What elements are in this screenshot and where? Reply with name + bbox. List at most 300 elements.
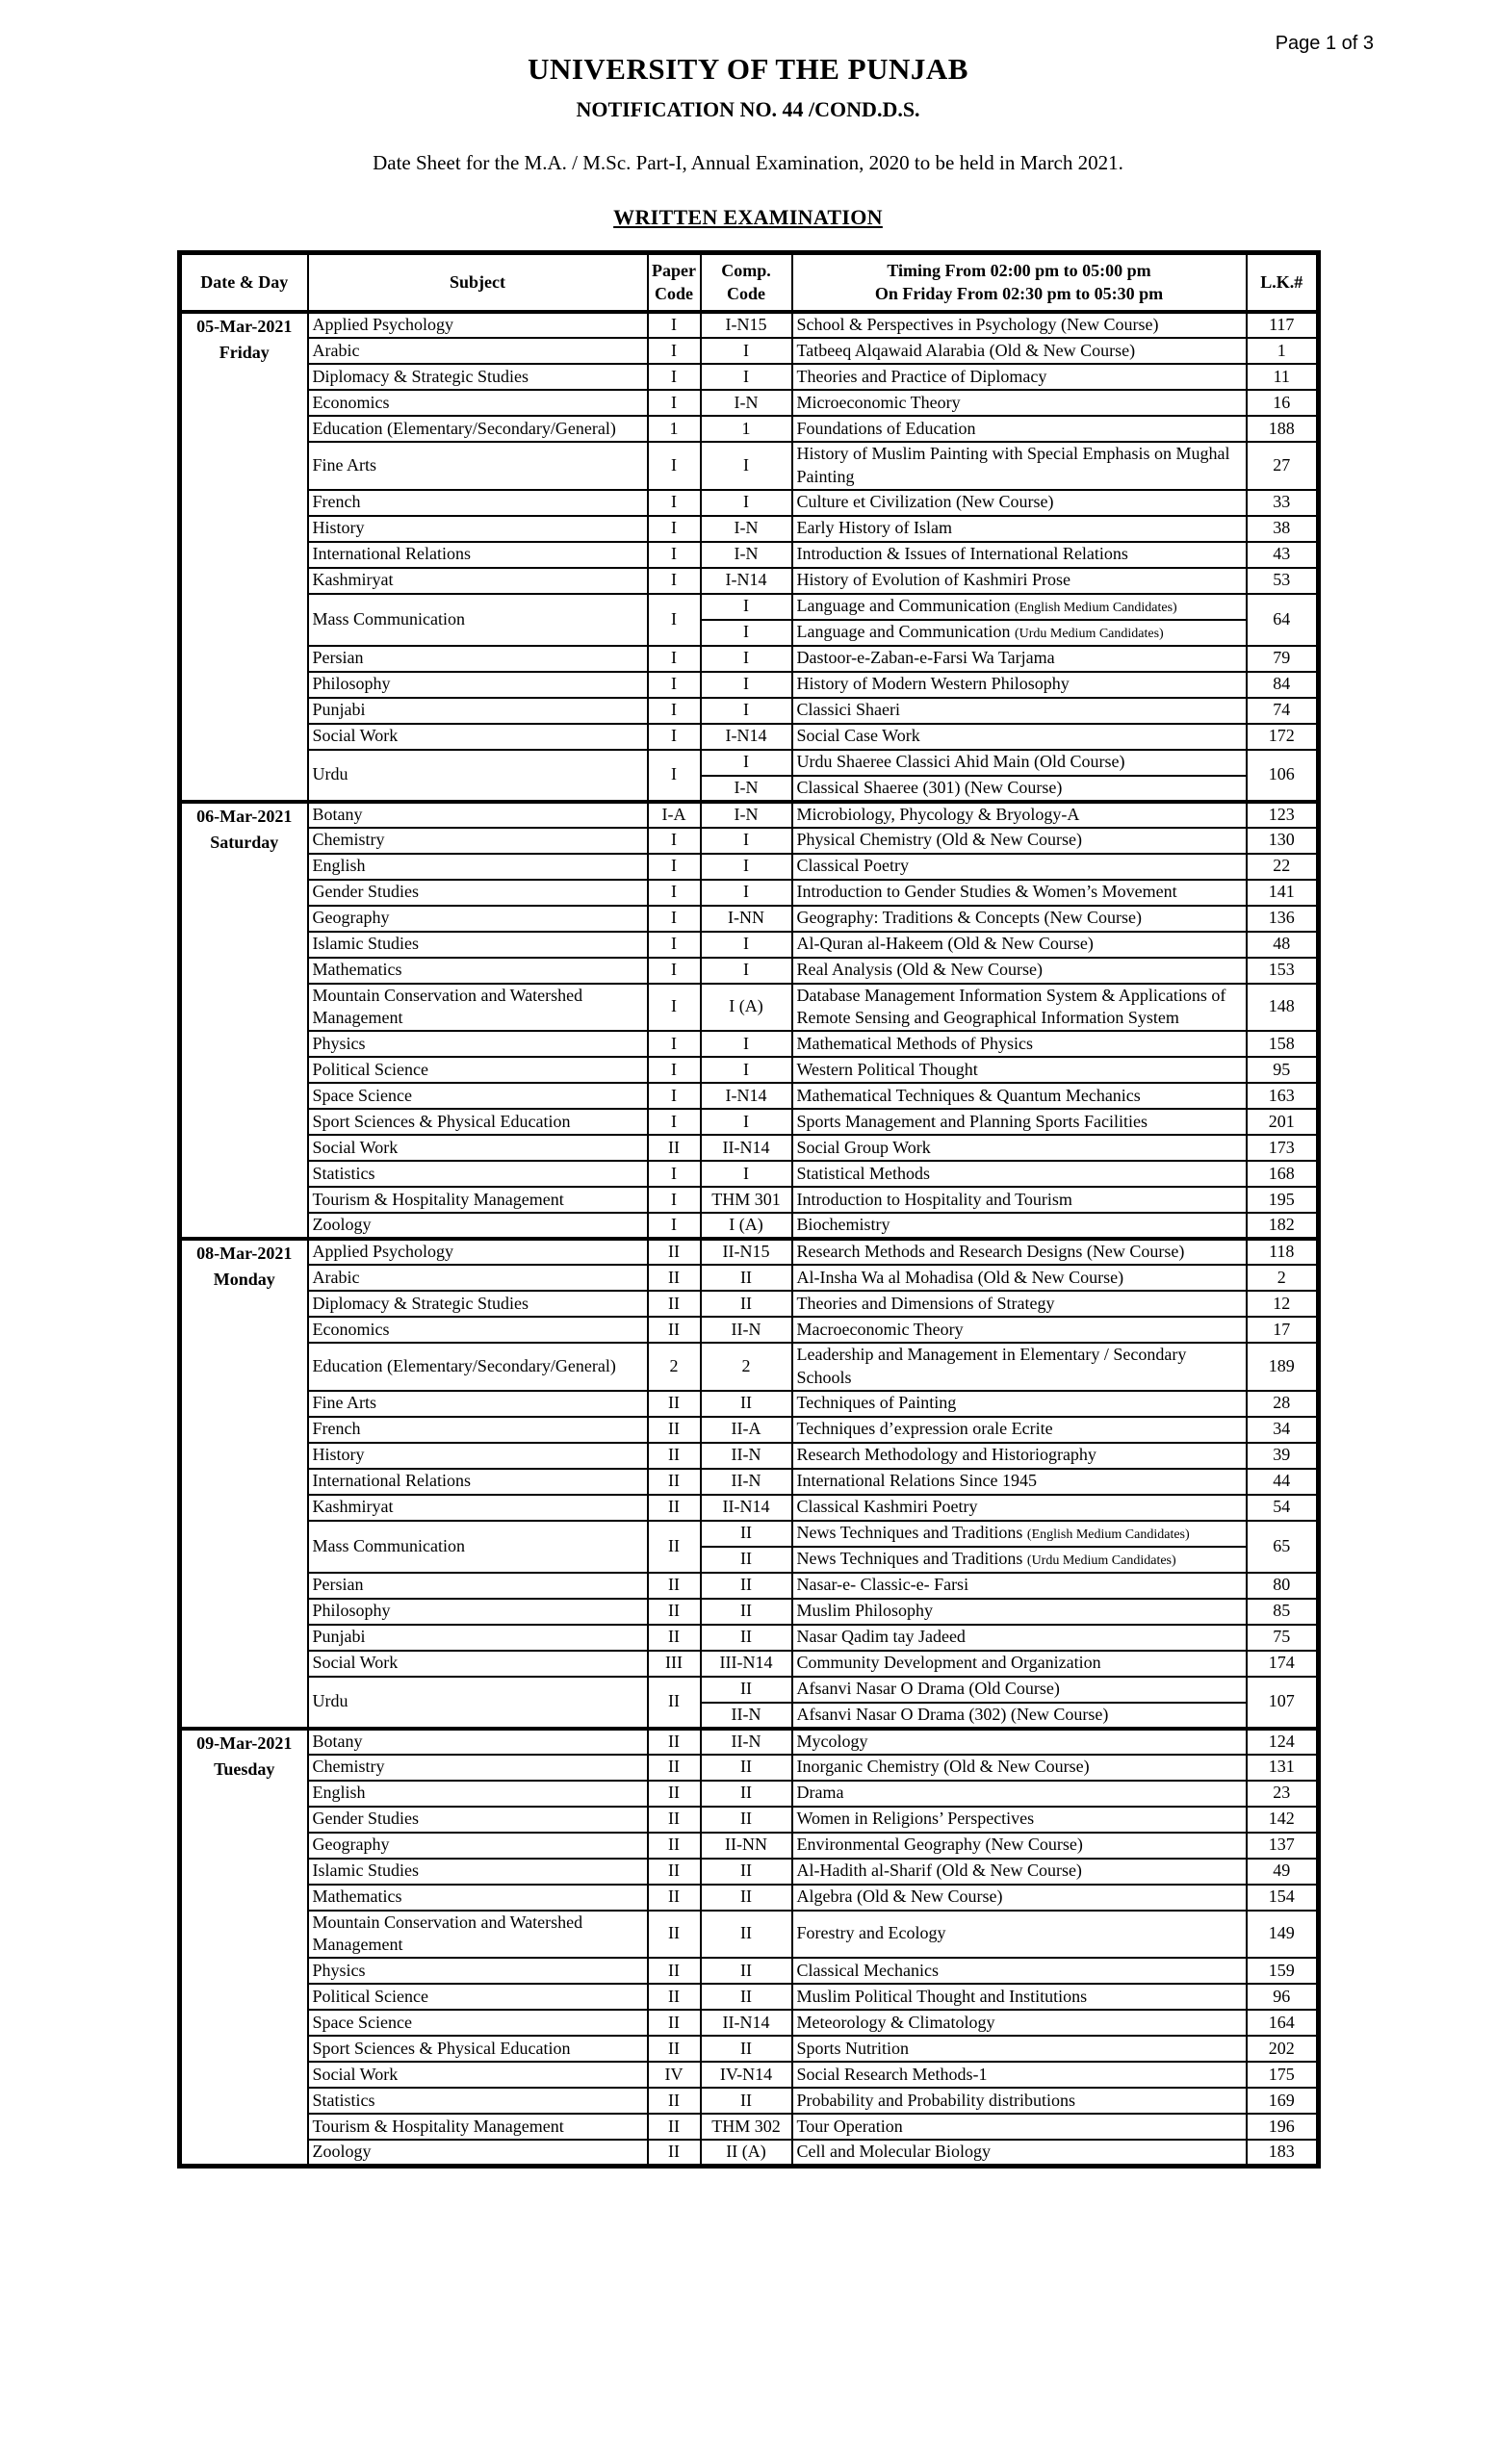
comp-code-cell: II-N [701, 1443, 792, 1469]
course-title: Classical Shaeree (301) (New Course) [796, 777, 1063, 797]
comp-code-cell: II-N14 [701, 1495, 792, 1521]
subject-row [180, 1651, 1319, 1677]
subject-row [180, 1109, 1319, 1135]
subject-row [180, 1343, 1319, 1391]
comp-code-cell: II [701, 1807, 792, 1833]
course-title-cell [792, 958, 1247, 984]
lk-number-cell: 44 [1247, 1469, 1319, 1495]
subject-row [180, 1625, 1319, 1651]
subject-cell: Mathematics [308, 1885, 648, 1911]
subject-row [180, 312, 1319, 338]
group-day: Saturday [210, 832, 279, 852]
course-title-cell [792, 1781, 1247, 1807]
lk-number-cell: 34 [1247, 1417, 1319, 1443]
comp-code-cell: I [701, 364, 792, 390]
course-title-cell [792, 854, 1247, 880]
course-title: Al-Hadith al-Sharif (Old & New Course) [796, 1861, 1082, 1881]
subject-row [180, 1781, 1319, 1807]
paper-code-cell: I [648, 646, 701, 672]
course-title-cell [792, 1343, 1247, 1391]
paper-code-cell: II [648, 1291, 701, 1317]
course-title: Techniques of Painting [796, 1393, 957, 1413]
lk-number-cell: 124 [1247, 1729, 1319, 1755]
paper-code-cell: II [648, 1984, 701, 2010]
course-title: Leadership and Management in Elementary / Secondary Schools [796, 1345, 1187, 1387]
subject-cell: Diplomacy & Strategic Studies [308, 1291, 648, 1317]
subject-row [180, 2010, 1319, 2036]
paper-code-cell: II [648, 2140, 701, 2166]
course-title: Early History of Islam [796, 518, 952, 538]
lk-number-cell: 16 [1247, 390, 1319, 416]
subject-row [180, 1984, 1319, 2010]
paper-code-cell: I [648, 1187, 701, 1213]
course-title: Muslim Philosophy [796, 1601, 934, 1621]
course-title-cell [792, 416, 1247, 442]
subject-row [180, 724, 1319, 750]
paper-code-cell: II [648, 1391, 701, 1417]
paper-code-cell: II [648, 1958, 701, 1984]
subject-row [180, 1573, 1319, 1599]
comp-code-cell: III-N14 [701, 1651, 792, 1677]
course-title: Physical Chemistry (Old & New Course) [796, 830, 1082, 850]
lk-number-cell: 175 [1247, 2062, 1319, 2088]
comp-code-cell: II-N [701, 1729, 792, 1755]
course-title: International Relations Since 1945 [796, 1471, 1037, 1491]
subject-cell: Statistics [308, 2088, 648, 2114]
subject-cell: Punjabi [308, 698, 648, 724]
course-title: Social Research Methods-1 [796, 2064, 988, 2084]
course-title-cell [792, 1187, 1247, 1213]
lk-number-cell: 202 [1247, 2036, 1319, 2062]
course-title: Mathematical Methods of Physics [796, 1033, 1033, 1053]
lk-number-cell: 23 [1247, 1781, 1319, 1807]
subject-row [180, 828, 1319, 854]
subject-row [180, 1885, 1319, 1911]
course-title: Western Political Thought [796, 1059, 978, 1079]
comp-code-cell: I [701, 646, 792, 672]
table-header-row [180, 253, 1319, 313]
course-title: Research Methodology and Historiography [796, 1445, 1096, 1465]
subject-cell: International Relations [308, 1469, 648, 1495]
subject-row [180, 880, 1319, 906]
paper-code-cell: I [648, 1161, 701, 1187]
course-medium-note: (English Medium Candidates) [1026, 1527, 1190, 1543]
subject-cell: Islamic Studies [308, 1859, 648, 1885]
lk-number-cell: 159 [1247, 1958, 1319, 1984]
subject-row [180, 1213, 1319, 1239]
comp-code-cell: IV-N14 [701, 2062, 792, 2088]
subject-row [180, 1031, 1319, 1057]
course-title: Muslim Political Thought and Institutions [796, 1986, 1088, 2006]
comp-code-cell: I-NN [701, 906, 792, 932]
subject-row [180, 646, 1319, 672]
course-title-cell [792, 338, 1247, 364]
comp-code-cell: I-N [701, 802, 792, 828]
lk-number-cell: 80 [1247, 1573, 1319, 1599]
course-title: Tour Operation [796, 2116, 903, 2136]
course-title: Foundations of Education [796, 418, 976, 438]
comp-code-cell: I-N [701, 516, 792, 542]
lk-number-cell: 95 [1247, 1057, 1319, 1083]
course-title-cell [792, 1885, 1247, 1911]
course-title-cell [792, 2140, 1247, 2166]
course-title-cell [792, 1135, 1247, 1161]
lk-number-cell: 54 [1247, 1495, 1319, 1521]
course-title: Urdu Shaeree Classici Ahid Main (Old Course) [796, 752, 1125, 772]
subject-cell: Economics [308, 1317, 648, 1343]
paper-code-cell: II [648, 1469, 701, 1495]
date-day-cell [180, 1239, 308, 1729]
subject-row [180, 1317, 1319, 1343]
course-title-cell [792, 1807, 1247, 1833]
comp-code-cell: I [701, 828, 792, 854]
comp-code-cell: II [701, 2088, 792, 2114]
comp-code-cell: I [701, 1161, 792, 1187]
lk-number-cell: 27 [1247, 442, 1319, 490]
comp-code-cell: I [701, 958, 792, 984]
lk-number-cell: 154 [1247, 1885, 1319, 1911]
subject-cell: Arabic [308, 1265, 648, 1291]
subject-cell: Social Work [308, 724, 648, 750]
course-title-cell [792, 880, 1247, 906]
paper-code-cell: I [648, 958, 701, 984]
subject-cell: Islamic Studies [308, 932, 648, 958]
lk-number-cell: 174 [1247, 1651, 1319, 1677]
course-title: Algebra (Old & New Course) [796, 1886, 1003, 1907]
subject-row [180, 594, 1319, 620]
course-title: News Techniques and Traditions [796, 1549, 1023, 1569]
course-title-cell [792, 802, 1247, 828]
paper-code-cell: II [648, 1443, 701, 1469]
comp-code-cell: II [701, 1547, 792, 1573]
course-title: Probability and Probability distributions [796, 2090, 1075, 2110]
subject-cell: Social Work [308, 1135, 648, 1161]
subject-cell: Chemistry [308, 828, 648, 854]
course-title: Classical Mechanics [796, 1960, 939, 1980]
course-title-cell [792, 1703, 1247, 1729]
lk-number-cell: 39 [1247, 1443, 1319, 1469]
comp-code-cell: II [701, 2036, 792, 2062]
paper-code-cell: II [648, 1833, 701, 1859]
subject-row [180, 672, 1319, 698]
comp-code-cell: II-N [701, 1469, 792, 1495]
comp-code-cell: II [701, 1521, 792, 1547]
lk-number-cell: 196 [1247, 2114, 1319, 2140]
lk-number-cell: 183 [1247, 2140, 1319, 2166]
comp-code-cell: I-N [701, 390, 792, 416]
lk-number-cell: 164 [1247, 2010, 1319, 2036]
paper-code-cell: II [648, 1625, 701, 1651]
lk-number-cell: 107 [1247, 1677, 1319, 1729]
subject-row [180, 364, 1319, 390]
lk-number-cell: 188 [1247, 416, 1319, 442]
group-date: 08-Mar-2021 [196, 1244, 293, 1263]
university-title: UNIVERSITY OF THE PUNJAB [528, 52, 968, 86]
subject-cell: Chemistry [308, 1755, 648, 1781]
subject-cell: Persian [308, 1573, 648, 1599]
subject-cell: Diplomacy & Strategic Studies [308, 364, 648, 390]
timing-line-1: Timing From 02:00 pm to 05:00 pm [887, 260, 1151, 280]
course-title-cell [792, 442, 1247, 490]
subject-row [180, 1161, 1319, 1187]
comp-code-cell: II [701, 1265, 792, 1291]
paper-code-cell: III [648, 1651, 701, 1677]
group-day: Tuesday [214, 1758, 275, 1779]
date-day-cell [180, 802, 308, 1240]
subject-row [180, 1469, 1319, 1495]
course-title: History of Modern Western Philosophy [796, 674, 1070, 694]
subject-row [180, 490, 1319, 516]
subject-cell: Fine Arts [308, 442, 648, 490]
course-title-cell [792, 1677, 1247, 1703]
paper-code-cell: 1 [648, 416, 701, 442]
comp-code-cell: II-N [701, 1703, 792, 1729]
course-title: Microbiology, Phycology & Bryology-A [796, 804, 1080, 824]
comp-code-cell: THM 302 [701, 2114, 792, 2140]
lk-number-cell: 96 [1247, 1984, 1319, 2010]
lk-number-cell: 169 [1247, 2088, 1319, 2114]
paper-code-cell: II [648, 1521, 701, 1573]
course-title: Techniques d’expression orale Ecrite [796, 1419, 1053, 1439]
course-title-cell [792, 542, 1247, 568]
paper-code-cell: II [648, 1755, 701, 1781]
subject-cell: Tourism & Hospitality Management [308, 2114, 648, 2140]
lk-number-cell: 201 [1247, 1109, 1319, 1135]
subject-cell: Mathematics [308, 958, 648, 984]
course-title-cell [792, 984, 1247, 1032]
subject-cell: Statistics [308, 1161, 648, 1187]
course-title: Sports Management and Planning Sports Facilities [796, 1111, 1148, 1131]
subject-cell: Applied Psychology [308, 312, 648, 338]
paper-code-cell: I [648, 880, 701, 906]
comp-code-cell: II-N14 [701, 2010, 792, 2036]
subject-row [180, 338, 1319, 364]
paper-code-cell: II [648, 2088, 701, 2114]
course-title-cell [792, 620, 1247, 646]
course-title-cell [792, 1083, 1247, 1109]
section-heading: WRITTEN EXAMINATION [613, 205, 883, 229]
comp-code-cell: II-N15 [701, 1239, 792, 1265]
course-title-cell [792, 828, 1247, 854]
course-title: School & Perspectives in Psychology (New Course) [796, 315, 1159, 335]
course-title: Drama [796, 1783, 844, 1803]
comp-code-cell: II [701, 1755, 792, 1781]
comp-code-cell: II [701, 1625, 792, 1651]
course-title: Research Methods and Research Designs (New Course) [796, 1242, 1185, 1262]
course-title-cell [792, 2088, 1247, 2114]
paper-code-cell: II [648, 1265, 701, 1291]
paper-code-cell: II [648, 1417, 701, 1443]
group-day: Monday [213, 1270, 275, 1289]
lk-number-cell: 148 [1247, 984, 1319, 1032]
lk-number-cell: 49 [1247, 1859, 1319, 1885]
subject-cell: History [308, 516, 648, 542]
course-title-cell [792, 672, 1247, 698]
timing-line-2: On Friday From 02:30 pm to 05:30 pm [874, 283, 1164, 303]
lk-number-cell: 12 [1247, 1291, 1319, 1317]
subject-row [180, 390, 1319, 416]
paper-code-cell: I [648, 932, 701, 958]
course-title: Al-Insha Wa al Mohadisa (Old & New Course) [796, 1267, 1124, 1287]
paper-code-cell: I [648, 364, 701, 390]
course-title: Database Management Information System & Applications of Remote Sensing and Geographical Information System [796, 985, 1226, 1028]
course-title: Nasar-e- Classic-e- Farsi [796, 1575, 969, 1595]
subject-cell: Philosophy [308, 1599, 648, 1625]
lk-number-cell: 22 [1247, 854, 1319, 880]
subject-cell: French [308, 490, 648, 516]
comp-code-cell: I-N14 [701, 724, 792, 750]
course-title: Classical Poetry [796, 856, 909, 876]
paper-code-cell: II [648, 1911, 701, 1959]
comp-code-cell: II [701, 1911, 792, 1959]
subject-row [180, 2036, 1319, 2062]
course-title-cell [792, 1239, 1247, 1265]
comp-code-cell: I [701, 620, 792, 646]
paper-code-cell: I [648, 516, 701, 542]
paper-code-cell: II [648, 1495, 701, 1521]
paper-code-cell: I [648, 390, 701, 416]
course-title: Language and Communication [796, 596, 1011, 616]
datesheet-subtitle: Date Sheet for the M.A. / M.Sc. Part-I, Annual Examination, 2020 to be held in March 2021. [373, 151, 1123, 174]
comp-code-cell: THM 301 [701, 1187, 792, 1213]
course-title: Community Development and Organization [796, 1653, 1101, 1673]
subject-row [180, 568, 1319, 594]
course-title: Meteorology & Climatology [796, 2012, 995, 2032]
subject-row [180, 2062, 1319, 2088]
course-title: Introduction & Issues of International Relations [796, 544, 1128, 564]
subject-cell: Punjabi [308, 1625, 648, 1651]
lk-number-cell: 158 [1247, 1031, 1319, 1057]
course-title: Geography: Traditions & Concepts (New Course) [796, 908, 1142, 928]
lk-number-cell: 142 [1247, 1807, 1319, 1833]
subject-row [180, 1135, 1319, 1161]
course-title-cell [792, 1599, 1247, 1625]
paper-code-cell: II [648, 1807, 701, 1833]
subject-cell: Space Science [308, 1083, 648, 1109]
comp-code-cell: II [701, 1291, 792, 1317]
paper-code-cell: I [648, 542, 701, 568]
course-title: Language and Communication [796, 622, 1011, 642]
course-title-cell [792, 1317, 1247, 1343]
course-title-cell [792, 1495, 1247, 1521]
subject-row [180, 1833, 1319, 1859]
subject-row [180, 802, 1319, 828]
comp-code-cell: I-N14 [701, 568, 792, 594]
paper-code-cell: I [648, 854, 701, 880]
subject-row [180, 1057, 1319, 1083]
course-title-cell [792, 1161, 1247, 1187]
comp-code-cell: II (A) [701, 2140, 792, 2166]
course-title: Mycology [796, 1731, 868, 1751]
course-title: Social Group Work [796, 1137, 931, 1157]
paper-code-cell: I [648, 698, 701, 724]
lk-number-cell: 136 [1247, 906, 1319, 932]
comp-code-cell: I-N [701, 542, 792, 568]
paper-code-cell: I [648, 1031, 701, 1057]
paper-code-cell: I [648, 750, 701, 802]
comp-code-cell: I (A) [701, 984, 792, 1032]
paper-code-cell: I [648, 828, 701, 854]
course-title-cell [792, 724, 1247, 750]
course-medium-note: (English Medium Candidates) [1014, 601, 1177, 616]
course-title: Mathematical Techniques & Quantum Mechanics [796, 1085, 1141, 1105]
course-title-cell [792, 1625, 1247, 1651]
paper-code-cell: I [648, 568, 701, 594]
course-title: Social Case Work [796, 726, 920, 746]
lk-number-cell: 33 [1247, 490, 1319, 516]
datesheet-table [177, 250, 1321, 2169]
subject-row [180, 516, 1319, 542]
comp-code-cell: I [701, 854, 792, 880]
comp-code-cell: II [701, 1391, 792, 1417]
lk-number-cell: 65 [1247, 1521, 1319, 1573]
subject-row [180, 854, 1319, 880]
subject-cell: Fine Arts [308, 1391, 648, 1417]
course-title-cell [792, 1109, 1247, 1135]
subject-cell: Education (Elementary/Secondary/General) [308, 1343, 648, 1391]
subject-row [180, 932, 1319, 958]
date-day-cell [180, 1729, 308, 2167]
lk-number-cell: 173 [1247, 1135, 1319, 1161]
subject-cell: Zoology [308, 2140, 648, 2166]
col-header-lk-number: L.K.# [1247, 253, 1319, 313]
group-day: Friday [219, 343, 270, 362]
lk-number-cell: 2 [1247, 1265, 1319, 1291]
course-medium-note: (Urdu Medium Candidates) [1014, 627, 1164, 642]
paper-code-cell: I [648, 672, 701, 698]
course-title: Theories and Practice of Diplomacy [796, 366, 1047, 386]
course-title-cell [792, 1958, 1247, 1984]
subject-row [180, 1755, 1319, 1781]
subject-row [180, 1677, 1319, 1703]
subject-cell: Political Science [308, 1057, 648, 1083]
course-title: Introduction to Gender Studies & Women’s Movement [796, 882, 1177, 902]
lk-number-cell: 79 [1247, 646, 1319, 672]
subject-cell: Tourism & Hospitality Management [308, 1187, 648, 1213]
course-title-cell [792, 1265, 1247, 1291]
group-date: 05-Mar-2021 [196, 317, 293, 336]
course-title: Macroeconomic Theory [796, 1319, 964, 1339]
subject-row [180, 1911, 1319, 1959]
subject-row [180, 1495, 1319, 1521]
group-date: 06-Mar-2021 [196, 806, 293, 826]
comp-code-cell: II [701, 1885, 792, 1911]
subject-row [180, 1729, 1319, 1755]
course-title-cell [792, 1729, 1247, 1755]
subject-row [180, 1083, 1319, 1109]
subject-cell: Physics [308, 1031, 648, 1057]
course-title-cell [792, 1833, 1247, 1859]
col-header-subject: Subject [308, 253, 648, 313]
course-title: Inorganic Chemistry (Old & New Course) [796, 1757, 1090, 1777]
subject-cell: Zoology [308, 1213, 648, 1239]
course-title-cell [792, 1291, 1247, 1317]
comp-code-cell: I [701, 932, 792, 958]
subject-cell: Urdu [308, 1677, 648, 1729]
course-title: Statistical Methods [796, 1163, 930, 1183]
lk-number-cell: 43 [1247, 542, 1319, 568]
subject-cell: Gender Studies [308, 880, 648, 906]
comp-code-cell: I [701, 442, 792, 490]
subject-row [180, 1417, 1319, 1443]
course-title-cell [792, 516, 1247, 542]
course-title-cell [792, 1443, 1247, 1469]
subject-row [180, 1521, 1319, 1547]
paper-code-cell: I [648, 724, 701, 750]
paper-code-cell: I [648, 442, 701, 490]
course-title: Real Analysis (Old & New Course) [796, 960, 1043, 980]
subject-row [180, 1958, 1319, 1984]
